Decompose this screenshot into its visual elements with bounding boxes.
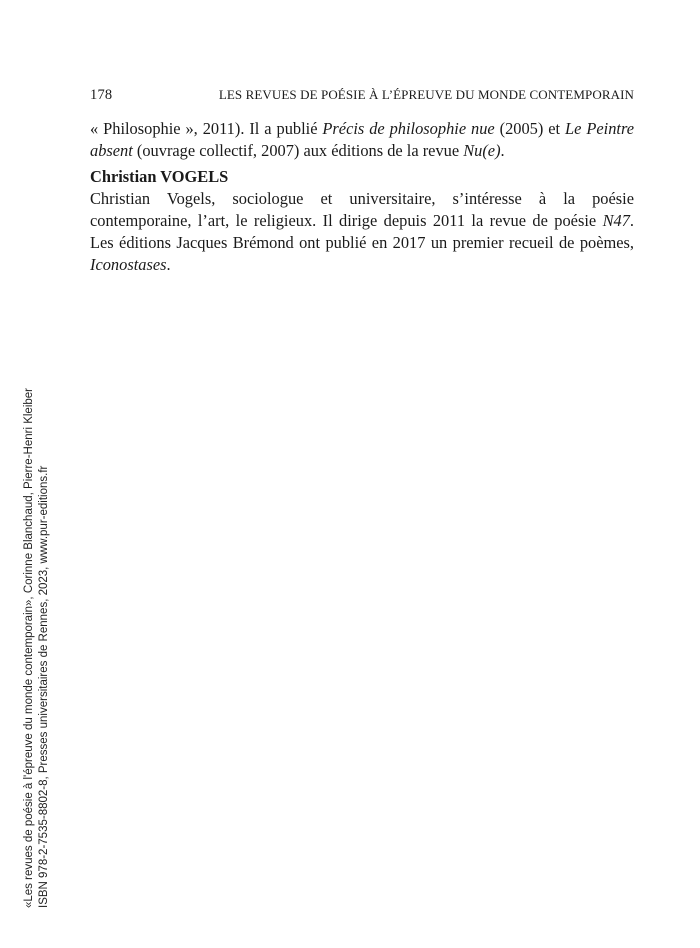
book-title-iconostases: Iconostases	[90, 255, 167, 274]
continuation-text-1: « Philosophie », 2011). Il a publié	[90, 119, 323, 138]
review-title-nue: Nu(e)	[463, 141, 501, 160]
side-note-line-2: ISBN 978-2-7535-8802-8, Presses universitaires de Rennes, 2023, www.pur-editions.fr	[38, 465, 50, 908]
bio-text-3: .	[166, 255, 171, 274]
book-title-peintre: Le Peintre absent	[90, 119, 634, 160]
bio-text-2: . Les éditions Jacques Brémond ont publié en 2017 un premier recueil de poèmes,	[90, 211, 634, 252]
book-title-precis: Précis de philosophie nue	[322, 119, 495, 138]
author-bio	[90, 188, 634, 276]
side-copyright-note	[22, 387, 54, 908]
review-title-n47: N47	[602, 211, 630, 230]
author-heading: Christian VOGELS	[90, 167, 229, 186]
continuation-text-2: (2005) et	[494, 119, 566, 138]
page-number: 178	[90, 87, 113, 103]
running-head: LES REVUES DE POÉSIE À L’ÉPREUVE DU MONDE CONTEMPORAIN	[218, 87, 634, 102]
side-note-line-1: «Les revues de poésie à l'épreuve du monde contemporain», Corinne Blanchaud, Pierre-Henri Kleiber	[23, 387, 35, 908]
continuation-text-4: .	[500, 141, 505, 160]
main-text	[90, 118, 634, 276]
continuation-text-3: (ouvrage collectif, 2007) aux éditions de la revue	[132, 141, 464, 160]
continuation-paragraph	[90, 118, 634, 162]
bio-text-1: Christian Vogels, sociologue et universitaire, s’intéresse à la poésie contemporaine, l’art, le religieux. Il dirige depuis 2011 la revue de poésie	[90, 189, 634, 230]
